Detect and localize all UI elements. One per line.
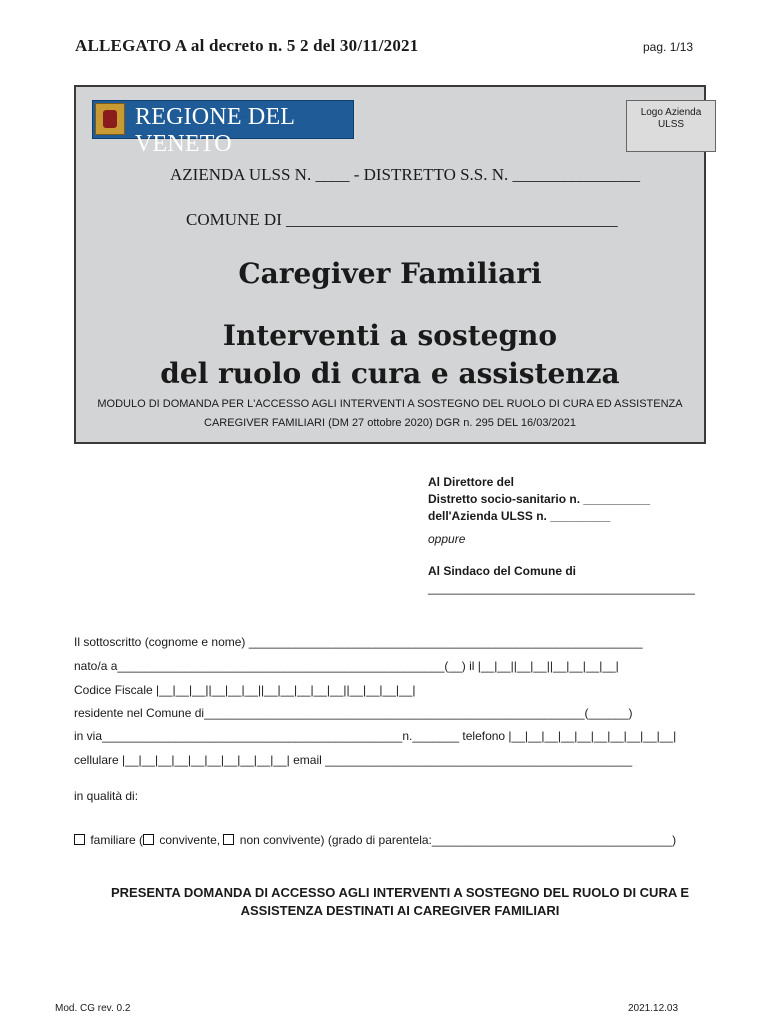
checkbox-non-convivente[interactable] [223, 834, 234, 845]
sindaco-line[interactable]: ________________________________________ [428, 581, 695, 595]
familiare-row [74, 833, 676, 847]
header-title: ALLEGATO A al decreto n. 5 2 del 30/11/2021 [75, 36, 419, 55]
nato-field[interactable]: nato/a a_________________________________________________(__) il |__|__||__|__||__|__|__|__| [74, 659, 619, 673]
sindaco-label: Al Sindaco del Comune di [428, 564, 577, 578]
logo-azienda-placeholder: Logo Azienda ULSS [626, 100, 716, 152]
familiare-label: familiare ( [90, 833, 144, 847]
logo-text: REGIONE DEL VENETO [135, 104, 295, 157]
page-number: pag. 1/13 [643, 40, 694, 54]
sottoscritto-field[interactable]: Il sottoscritto (cognome e nome) ___________________________________________________________ [74, 635, 643, 649]
subtitle-line-1: Interventi a sostegno [222, 319, 558, 352]
cellulare-email-field[interactable]: cellulare |__|__|__|__|__|__|__|__|__|__| email ______________________________________________ [74, 753, 633, 767]
document-title: Caregiver Familiari [238, 257, 542, 290]
presenta-line-1: PRESENTA DOMANDA DI ACCESSO AGLI INTERVENTI A SOSTEGNO DEL RUOLO DI CURA E [110, 885, 690, 900]
cover-box [74, 85, 706, 444]
regione-veneto-logo [92, 100, 354, 157]
modulo-description-2: CAREGIVER FAMILIARI (DM 27 ottobre 2020) DGR n. 295 DEL 16/03/2021 [204, 417, 576, 429]
addressee-line-1: Al Direttore del [428, 475, 515, 489]
footer-revision: Mod. CG rev. 0.2 [55, 1003, 131, 1014]
checkbox-convivente[interactable] [143, 834, 154, 845]
residente-field[interactable]: residente nel Comune di_________________________________________________________(______) [74, 706, 633, 720]
addressee-line-3: dell'Azienda ULSS n. _________ [428, 509, 611, 523]
codice-fiscale-field[interactable]: Codice Fiscale |__|__|__||__|__|__||__|__|__|__|__||__|__|__|__| [74, 683, 416, 697]
presenta-domanda-heading [60, 884, 740, 920]
subtitle-line-2: del ruolo di cura e assistenza [160, 357, 620, 390]
comune-line: COMUNE DI _______________________________________ [186, 210, 618, 229]
oppure-text: oppure [428, 532, 466, 546]
checkbox-familiare[interactable] [74, 834, 85, 845]
presenta-line-2: ASSISTENZA DESTINATI AI CAREGIVER FAMILIARI [240, 903, 560, 918]
modulo-description-1: MODULO DI DOMANDA PER L'ACCESSO AGLI INTERVENTI A SOSTEGNO DEL RUOLO DI CURA ED ASSISTENZA [97, 398, 683, 410]
footer-date: 2021.12.03 [628, 1003, 679, 1014]
lion-emblem-icon [95, 103, 125, 135]
via-telefono-field[interactable]: in via_____________________________________________n._______ telefono |__|__|__|__|__|__|__|__|__|__| [74, 729, 677, 743]
convivente-label: convivente, [159, 833, 221, 847]
addressee-line-2: Distretto socio-sanitario n. __________ [428, 492, 651, 506]
non-convivente-label: non convivente) (grado di parentela:____________________________________) [239, 833, 677, 847]
qualita-label: in qualità di: [74, 789, 139, 803]
azienda-line: AZIENDA ULSS N. ____ - DISTRETTO S.S. N. _______________ [170, 165, 641, 184]
